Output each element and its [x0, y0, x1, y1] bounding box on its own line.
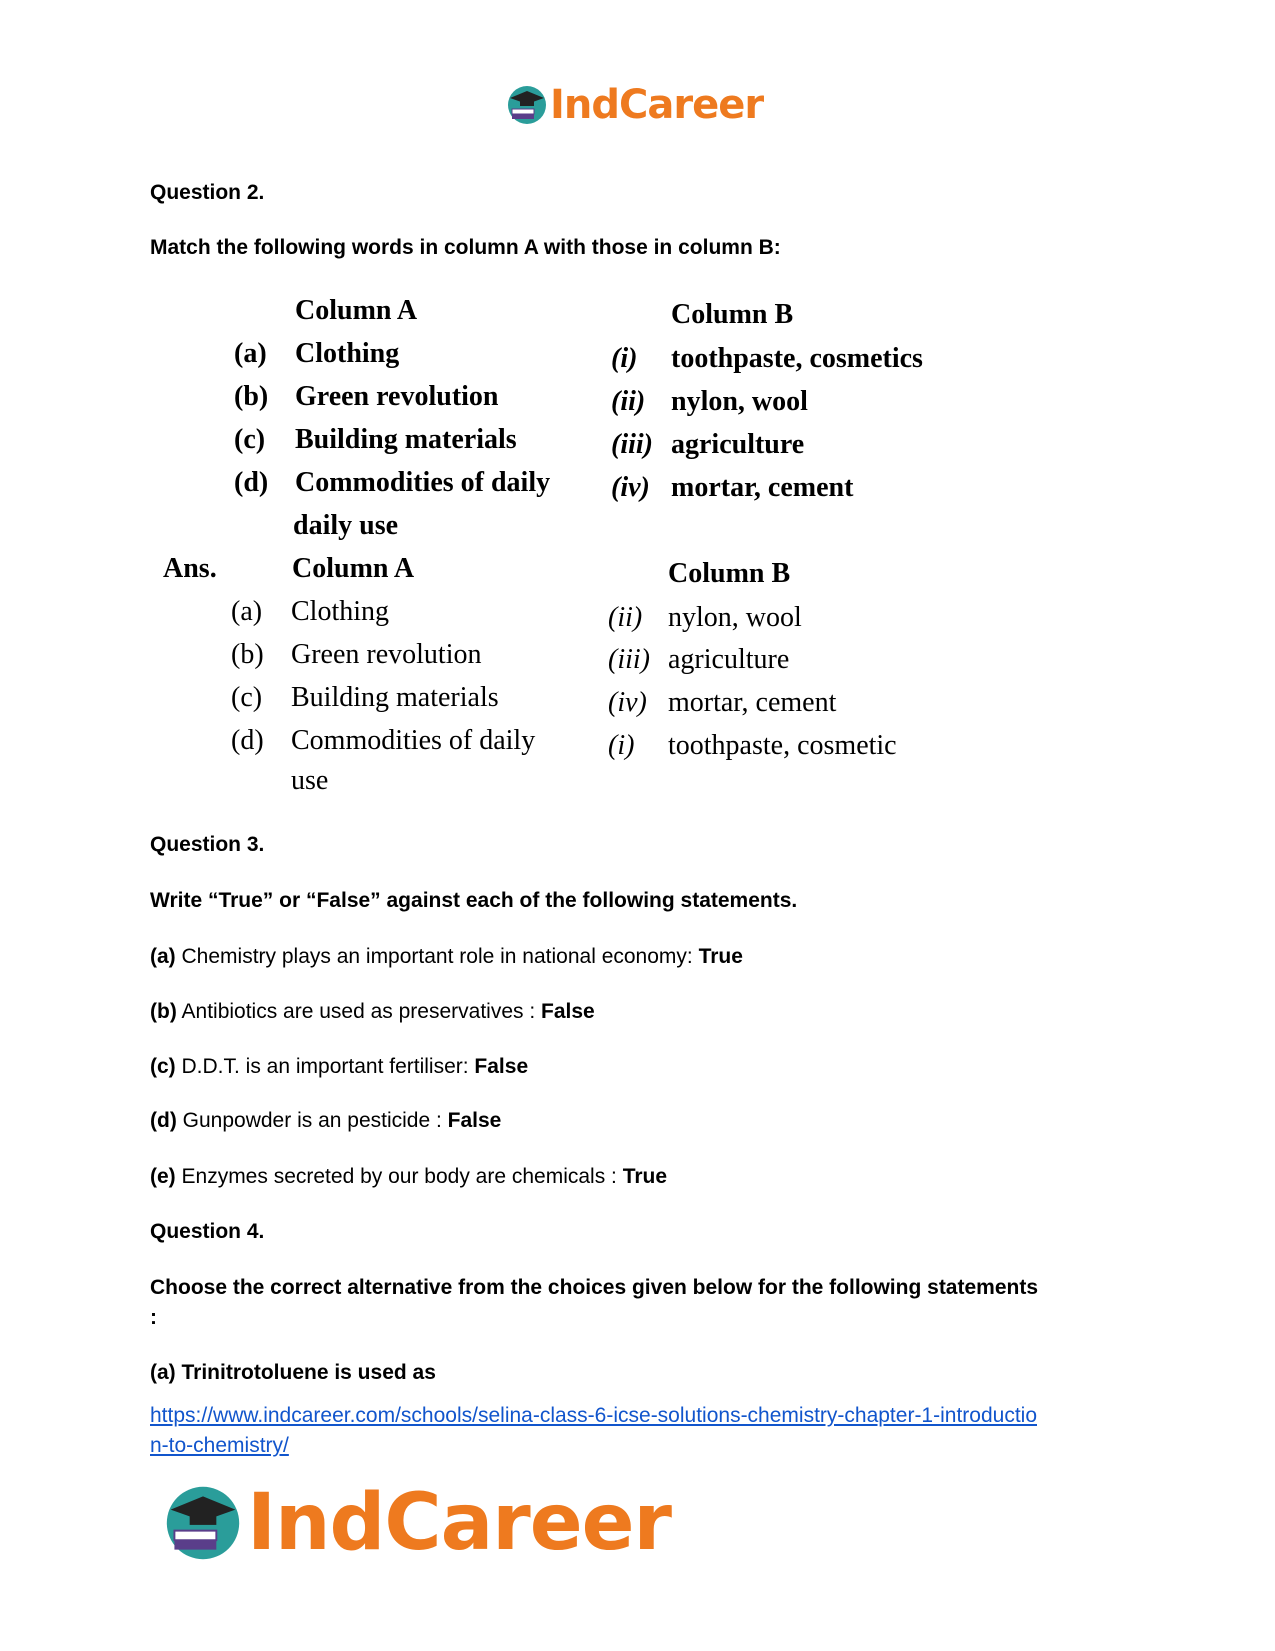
- ans-col-a-label: (b): [231, 639, 264, 670]
- graduation-cap-icon: [506, 84, 548, 126]
- statement-label: (c): [150, 1055, 176, 1078]
- statement-answer: True: [622, 1165, 668, 1188]
- statement-item: [150, 1108, 501, 1134]
- ans-col-a-header: Column A: [292, 553, 415, 584]
- statement-answer: False: [541, 1000, 595, 1023]
- ans-col-b-label: (ii): [608, 602, 643, 633]
- col-b-item: nylon, wool: [671, 386, 808, 417]
- statement-text: Antibiotics are used as preservatives :: [176, 1000, 542, 1023]
- ans-col-a-item: Clothing: [291, 596, 390, 627]
- statement-text: D.D.T. is an important fertiliser:: [175, 1055, 475, 1078]
- col-b-label: (ii): [611, 386, 646, 417]
- header-logo: [506, 82, 763, 128]
- ans-col-b-item: nylon, wool: [668, 602, 802, 633]
- logo-text: IndCareer: [550, 82, 764, 128]
- answer-label: Ans.: [163, 553, 217, 584]
- ans-col-a-item-cont: use: [291, 765, 329, 796]
- statement-item: [150, 1054, 528, 1080]
- logo-text: IndCareer: [247, 1478, 671, 1568]
- col-a-header: Column A: [295, 295, 418, 326]
- col-a-label: (a): [234, 338, 267, 369]
- question-3-title: Question 3.: [150, 833, 265, 856]
- ans-col-a-item: Green revolution: [291, 639, 482, 670]
- statement-item: [150, 1164, 667, 1190]
- col-a-item: Green revolution: [295, 381, 499, 412]
- ans-col-a-label: (a): [231, 596, 263, 627]
- ans-col-b-item: mortar, cement: [668, 687, 837, 718]
- ans-col-b-item: agriculture: [668, 644, 790, 675]
- col-b-label: (iii): [611, 429, 653, 460]
- ans-col-b-label: (iv): [608, 687, 647, 718]
- col-b-item: agriculture: [671, 429, 805, 460]
- col-b-label: (iv): [611, 472, 650, 503]
- statement-text: Gunpowder is an pesticide :: [176, 1109, 448, 1132]
- question-4-prompt-cont: :: [150, 1306, 157, 1329]
- statement-answer: False: [474, 1055, 529, 1078]
- statement-text: Enzymes secreted by our body are chemicals :: [175, 1165, 623, 1188]
- ans-col-a-item: Commodities of daily: [291, 725, 536, 756]
- statement-answer: True: [698, 945, 743, 968]
- question-3-prompt: Write “True” or “False” against each of the following statements.: [150, 889, 798, 912]
- ans-col-b-item: toothpaste, cosmetic: [668, 730, 897, 761]
- col-b-item: mortar, cement: [671, 472, 854, 503]
- col-b-label: (i): [611, 343, 638, 374]
- ans-col-a-label: (c): [231, 682, 263, 713]
- statement-text: Chemistry plays an important role in national economy:: [175, 945, 699, 968]
- col-b-item: toothpaste, cosmetics: [671, 343, 923, 374]
- ans-col-b-header: Column B: [668, 558, 791, 589]
- col-b-header: Column B: [671, 299, 794, 330]
- source-link-cont[interactable]: n-to-chemistry/: [150, 1434, 289, 1457]
- col-a-label: (b): [234, 381, 269, 412]
- ans-col-a-label: (d): [231, 725, 264, 756]
- ans-col-a-item: Building materials: [291, 682, 499, 713]
- question-2-prompt: Match the following words in column A with those in column B:: [150, 236, 781, 259]
- question-2-title: Question 2.: [150, 181, 265, 204]
- statement-label: (e): [150, 1165, 176, 1188]
- col-a-item: Commodities of daily: [295, 467, 551, 498]
- question-4-title: Question 4.: [150, 1220, 265, 1243]
- col-a-item-cont: daily use: [293, 510, 399, 541]
- col-a-item: Building materials: [295, 424, 517, 455]
- col-a-item: Clothing: [295, 338, 400, 369]
- statement-label: (a): [150, 945, 176, 968]
- statement-answer: False: [447, 1109, 502, 1132]
- source-link[interactable]: https://www.indcareer.com/schools/selina-class-6-icse-solutions-chemistry-chapter-1-introductio: [150, 1404, 1037, 1427]
- statement-item: [150, 944, 743, 970]
- statement-item: [150, 999, 595, 1025]
- ans-col-b-label: (iii): [608, 644, 650, 675]
- statement-label: (d): [150, 1109, 177, 1132]
- graduation-cap-icon: [163, 1483, 243, 1563]
- question-4a: (a) Trinitrotoluene is used as: [150, 1361, 436, 1384]
- col-a-label: (d): [234, 467, 269, 498]
- statement-label: (b): [150, 1000, 177, 1023]
- question-4-prompt: Choose the correct alternative from the choices given below for the following statements: [150, 1276, 1039, 1299]
- footer-logo: [163, 1478, 671, 1568]
- col-a-label: (c): [234, 424, 266, 455]
- ans-col-b-label: (i): [608, 730, 635, 761]
